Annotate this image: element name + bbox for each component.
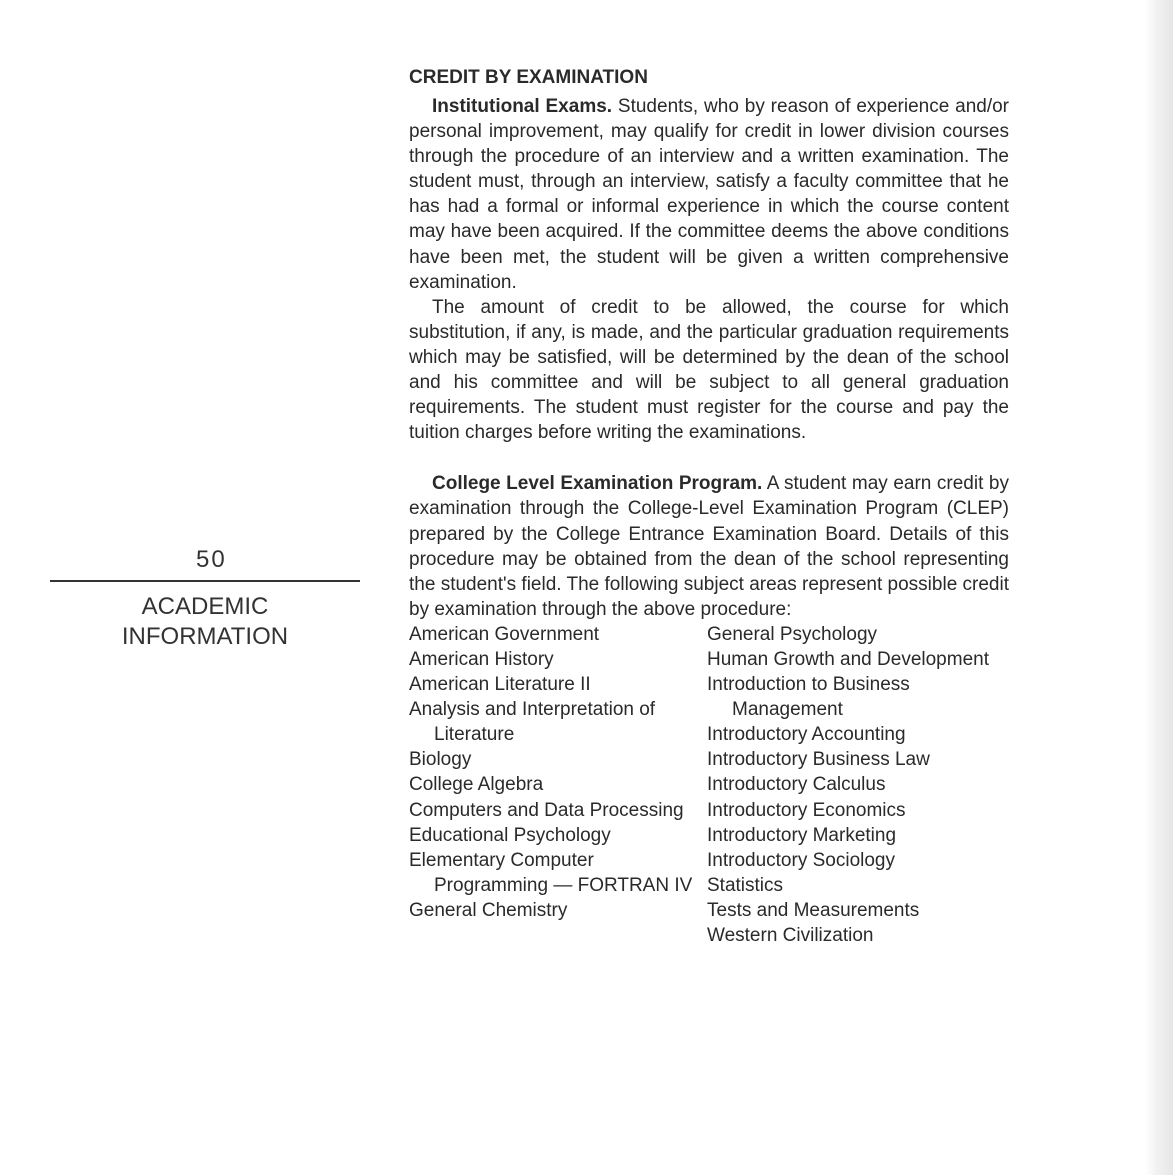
list-item: Statistics — [707, 874, 784, 896]
subject-column-right — [707, 622, 1007, 948]
section-heading: CREDIT BY EXAMINATION — [409, 67, 648, 88]
subject-list — [409, 622, 1009, 948]
list-item: Introductory Business Law — [707, 749, 930, 771]
page-edge-shadow — [1145, 0, 1173, 1175]
list-item: American Literature II — [409, 674, 591, 696]
list-item: Introductory Economics — [707, 799, 906, 821]
list-item: Introductory Calculus — [707, 774, 886, 796]
section-label: ACADEMIC INFORMATION — [121, 593, 289, 650]
paragraph-text: A student may earn credit by examination through the College-Level Examination Program (CLEP) prepared by the College Entrance Examination Board. Details of this procedure may be obtained from the dean of the school representing the student's field. The following subject areas represent possible credit by examination through the above procedure: — [409, 473, 1010, 620]
list-item: Human Growth and Development — [707, 648, 989, 670]
list-item: Introductory Accounting — [707, 724, 906, 746]
paragraph-credit-amount — [409, 295, 1009, 446]
list-item: Western Civilization — [707, 925, 874, 946]
list-item: Introduction to Business Management — [707, 674, 910, 721]
list-item: Elementary Computer Programming — FORTRAN IV — [409, 849, 693, 896]
paragraph-text: Students, who by reason of experience and/or personal improvement, may qualify for credit in lower division courses through the procedure of an interview and a written examination. The student must, through an interview, satisfy a faculty committee that he has had a formal or informal experience in which the course content may have been acquired. If the committee deems the above conditions have been met, the student will be given a written comprehensive examination. — [409, 96, 1009, 293]
list-item: Introductory Sociology — [707, 849, 895, 871]
list-item: Biology — [409, 749, 472, 771]
list-item: Analysis and Interpretation of Literature — [409, 699, 656, 746]
list-item: Tests and Measurements — [707, 899, 920, 921]
page-number: 50 — [196, 546, 227, 573]
list-item: Computers and Data Processing — [409, 799, 684, 821]
paragraph-institutional-exams — [409, 94, 1009, 295]
paragraph-lead: College Level Examination Program. — [432, 473, 763, 495]
list-item: General Chemistry — [409, 899, 568, 921]
list-item: American Government — [409, 623, 600, 645]
paragraph-lead: Institutional Exams. — [432, 96, 613, 117]
subject-column-left — [409, 622, 707, 948]
sidebar-divider — [50, 580, 360, 582]
list-item: College Algebra — [409, 774, 544, 796]
list-item: General Psychology — [707, 623, 878, 645]
main-content — [409, 64, 1009, 948]
paragraph-text: The amount of credit to be allowed, the course for which substitution, if any, is made, and the particular graduation requirements which may be satisfied, will be determined by the dean of the school and his committee and will be subject to all general graduation requirements. The student must register for the course and pay the tuition charges before writing the examinations. — [409, 296, 1009, 444]
paragraph-clep — [409, 471, 1009, 622]
list-item: American History — [409, 648, 554, 670]
list-item: Educational Psychology — [409, 824, 611, 846]
list-item: Introductory Marketing — [707, 824, 897, 846]
